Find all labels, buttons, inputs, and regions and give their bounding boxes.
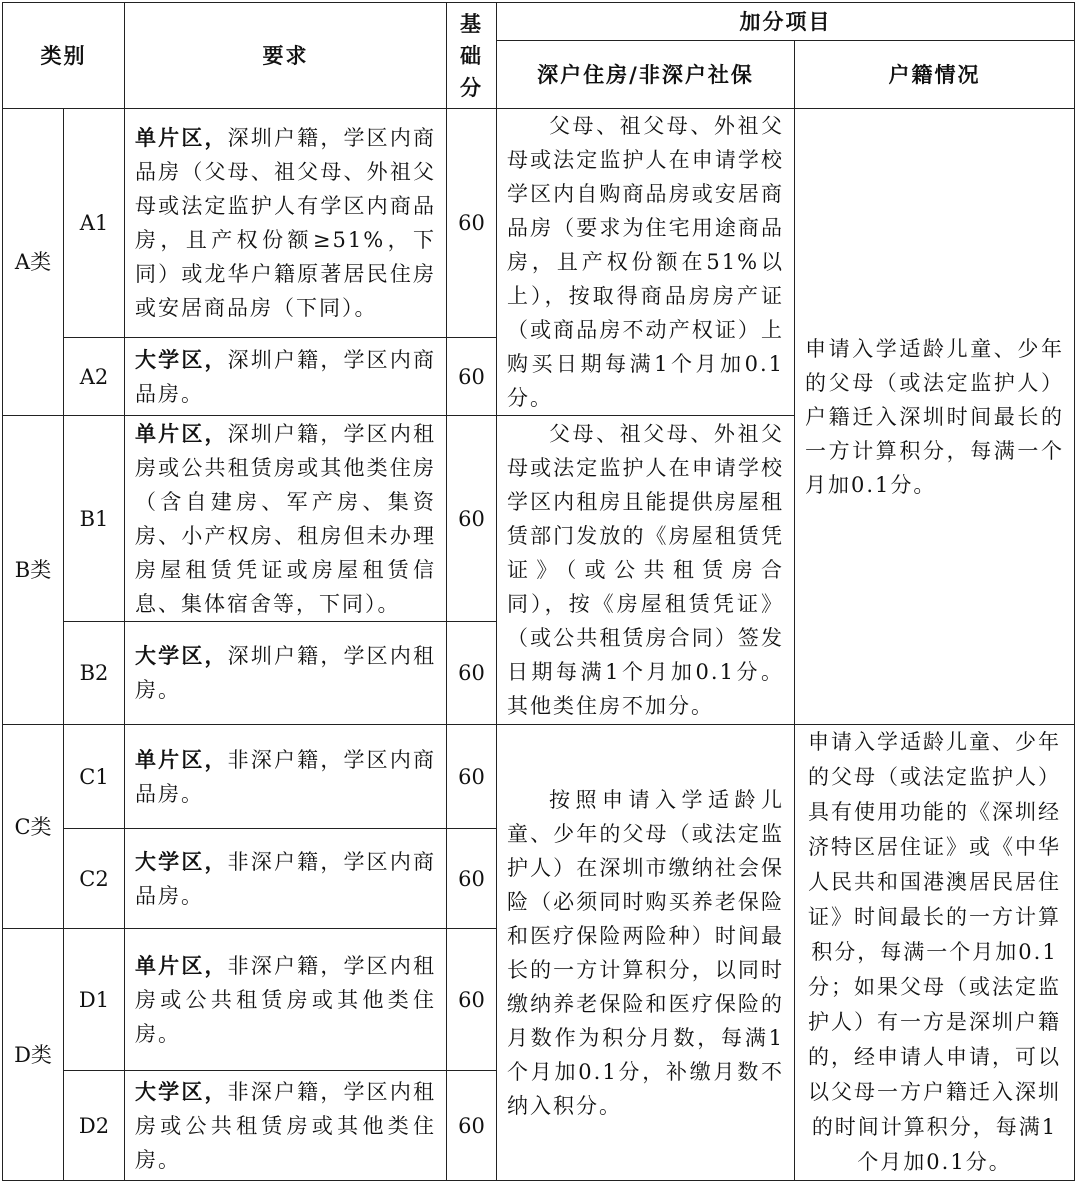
row-code: D2 [64, 1071, 125, 1181]
admission-points-table [2, 2, 1075, 1181]
requirement-d1: 单片区，非深户籍，学区内租房或公共租赁房或其他类住房。 [125, 929, 447, 1071]
row-code: C1 [64, 725, 125, 829]
row-code: A2 [64, 338, 125, 416]
base-score: 60 [447, 1071, 497, 1181]
group-label-b: B类 [3, 416, 64, 725]
bonus-hukou-cd: 申请入学适龄儿童、少年的父母（或法定监护人）具有使用功能的《深圳经济特区居住证》或《中华人民共和国港澳居民居住证》时间最长的一方计算积分，每满一个月加0.1分；如果父母（或法定监护人）有一方是深圳户籍的，经申请人申请，可以以父母一方户籍迁入深圳的时间计算积分，每满1个月加0.1分。 [795, 725, 1075, 1181]
bonus-social-insurance-cd: 按照申请入学适龄儿童、少年的父母（或法定监护人）在深圳市缴纳社会保险（必须同时购买养老保险和医疗保险两险种）时间最长的一方计算积分，以同时缴纳养老保险和医疗保险的月数作为积分月数，每满1个月加0.1分，补缴月数不纳入积分。 [497, 725, 795, 1181]
requirement-b1: 单片区，深圳户籍，学区内租房或公共租赁房或其他类住房（含自建房、军产房、集资房、小产权房、租房但未办理房屋租赁凭证或房屋租赁信息、集体宿舍等，下同）。 [125, 416, 447, 622]
row-code: B2 [64, 622, 125, 725]
header-bonus-items: 加分项目 [497, 3, 1075, 41]
header-category: 类别 [3, 3, 125, 109]
bonus-housing-a: 父母、祖父母、外祖父母或法定监护人在申请学校学区内自购商品房或安居商品房（要求为住宅用途商品房，且产权份额在51%以上），按取得商品房房产证（或商品房不动产权证）上购买日期每满1个月加0.1分。 [497, 109, 795, 416]
requirement-c2: 大学区，非深户籍，学区内商品房。 [125, 829, 447, 929]
header-hukou: 户籍情况 [795, 41, 1075, 109]
base-score: 60 [447, 829, 497, 929]
requirement-b2: 大学区，深圳户籍，学区内租房。 [125, 622, 447, 725]
base-score: 60 [447, 725, 497, 829]
row-code: D1 [64, 929, 125, 1071]
header-requirement: 要求 [125, 3, 447, 109]
bonus-housing-b: 父母、祖父母、外祖父母或法定监护人在申请学校学区内租房且能提供房屋租赁部门发放的《房屋租赁凭证》（或公共租赁房合同），按《房屋租赁凭证》（或公共租赁房合同）签发日期每满1个月加0.1分。其他类住房不加分。 [497, 416, 795, 725]
requirement-a2: 大学区，深圳户籍，学区内商品房。 [125, 338, 447, 416]
base-score: 60 [447, 622, 497, 725]
requirement-a1: 单片区，深圳户籍，学区内商品房（父母、祖父母、外祖父母或法定监护人有学区内商品房，且产权份额≥51%，下同）或龙华户籍原著居民住房或安居商品房（下同）。 [125, 109, 447, 338]
group-label-c: C类 [3, 725, 64, 929]
row-code: A1 [64, 109, 125, 338]
group-label-a: A类 [3, 109, 64, 416]
row-code: C2 [64, 829, 125, 929]
requirement-d2: 大学区，非深户籍，学区内租房或公共租赁房或其他类住房。 [125, 1071, 447, 1181]
header-base-score: 基 础 分 [447, 3, 497, 109]
base-score: 60 [447, 338, 497, 416]
row-code: B1 [64, 416, 125, 622]
base-score: 60 [447, 109, 497, 338]
header-housing: 深户住房/非深户社保 [497, 41, 795, 109]
group-label-d: D类 [3, 929, 64, 1181]
base-score: 60 [447, 929, 497, 1071]
base-score: 60 [447, 416, 497, 622]
requirement-c1: 单片区，非深户籍，学区内商品房。 [125, 725, 447, 829]
bonus-hukou-ab: 申请入学适龄儿童、少年的父母（或法定监护人）户籍迁入深圳时间最长的一方计算积分，每满一个月加0.1分。 [795, 109, 1075, 725]
